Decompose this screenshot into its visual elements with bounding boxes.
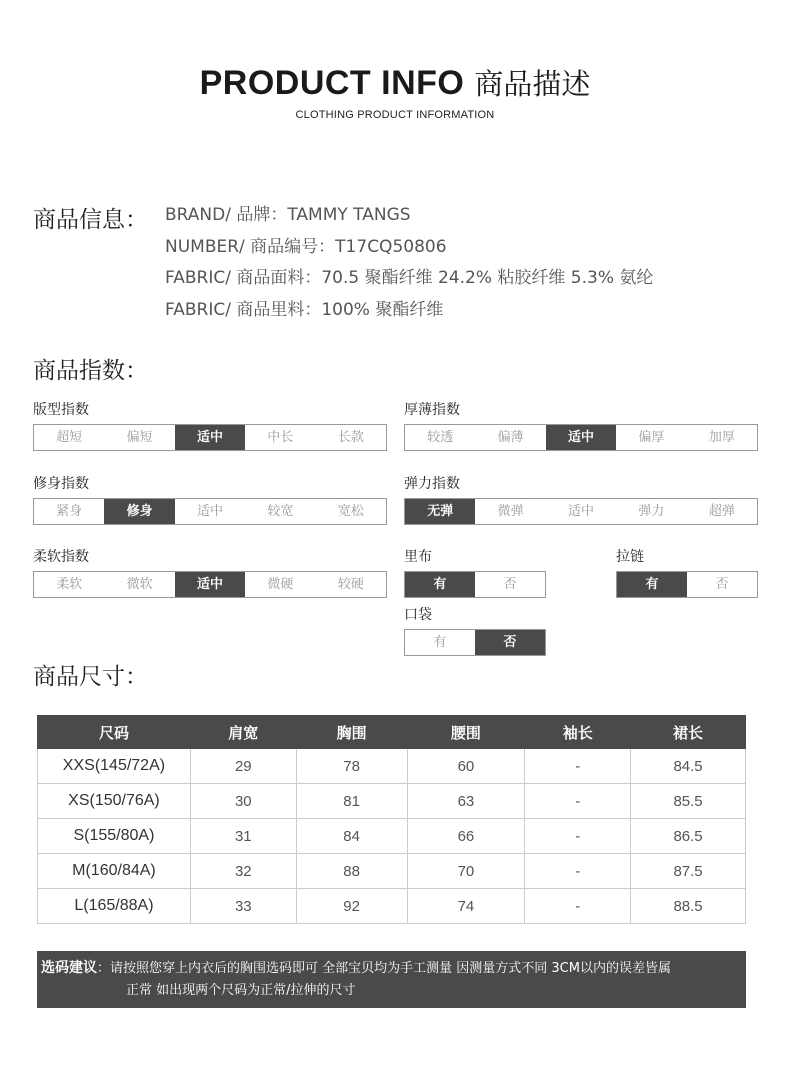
elasticity-index-scale <box>404 498 758 525</box>
scale-option-selected: 有 <box>405 572 475 597</box>
scale-option: 偏短 <box>126 430 153 445</box>
scale-option: 有 <box>433 635 447 650</box>
table-cell: 31 <box>190 819 296 854</box>
softness-index <box>33 547 387 598</box>
scale-option: 柔软 <box>56 577 83 592</box>
fit-index-scale <box>33 424 387 451</box>
size-advice-text: ：请按照您穿上内衣后的胸围选码即可 全部宝贝均为手工测量 因测量方式不同 3CM以内的误差皆属 <box>97 961 671 976</box>
page-subtitle: CLOTHING PRODUCT INFORMATION <box>295 109 495 121</box>
table-row <box>38 854 746 889</box>
table-cell: 70 <box>407 854 525 889</box>
brand-line: BRAND/ 品牌：TAMMY TANGS <box>165 205 411 225</box>
table-cell: 66 <box>407 819 525 854</box>
scale-option: 长款 <box>337 430 364 445</box>
table-cell: 29 <box>190 749 296 784</box>
table-cell: 88 <box>296 854 407 889</box>
thickness-index-label: 厚薄指数 <box>404 402 460 418</box>
elasticity-index-label: 弹力指数 <box>404 476 460 492</box>
table-row <box>38 889 746 924</box>
size-table <box>37 715 746 924</box>
scale-option: 宽松 <box>337 504 364 519</box>
table-cell: - <box>525 889 631 924</box>
softness-index-label: 柔软指数 <box>33 549 89 565</box>
table-cell: - <box>525 784 631 819</box>
scale-option-selected: 无弹 <box>405 499 475 524</box>
table-cell: - <box>525 819 631 854</box>
column-header: 尺码 <box>38 716 191 749</box>
scale-option: 中长 <box>267 430 294 445</box>
fabric-line: FABRIC/ 商品面料：70.5 聚酯纤维 24.2% 粘胶纤维 5.3% 氨纶 <box>165 268 654 288</box>
column-header: 袖长 <box>525 716 631 749</box>
pocket-index <box>404 605 546 656</box>
scale-option: 微软 <box>126 577 153 592</box>
zipper-index-label: 拉链 <box>616 549 644 565</box>
table-cell: 63 <box>407 784 525 819</box>
pocket-index-label: 口袋 <box>404 607 432 623</box>
table-cell: 84.5 <box>631 749 746 784</box>
size-advice-line-2: 正常 如出现两个尺码为正常/拉伸的尺寸 <box>126 983 356 998</box>
size-cell: M(160/84A) <box>38 854 191 889</box>
slim-index-label: 修身指数 <box>33 476 89 492</box>
table-cell: 85.5 <box>631 784 746 819</box>
zipper-index <box>616 547 758 598</box>
scale-option: 否 <box>715 577 729 592</box>
table-cell: 81 <box>296 784 407 819</box>
scale-option-selected: 否 <box>475 630 545 655</box>
scale-option-selected: 适中 <box>175 425 245 450</box>
scale-option: 较透 <box>427 430 454 445</box>
size-cell: S(155/80A) <box>38 819 191 854</box>
thickness-index-scale <box>404 424 758 451</box>
lining-fabric-line: FABRIC/ 商品里料：100% 聚酯纤维 <box>165 299 444 320</box>
size-cell: XS(150/76A) <box>38 784 191 819</box>
scale-option: 超短 <box>56 430 83 445</box>
softness-index-scale <box>33 571 387 598</box>
scale-option: 偏薄 <box>497 430 524 445</box>
scale-option: 超弹 <box>708 504 735 519</box>
table-cell: 87.5 <box>631 854 746 889</box>
table-cell: 60 <box>407 749 525 784</box>
product-info-lines <box>165 203 653 329</box>
table-cell: 92 <box>296 889 407 924</box>
table-cell: 74 <box>407 889 525 924</box>
product-info-label: 商品信息： <box>33 207 148 233</box>
slim-index <box>33 474 387 525</box>
table-row <box>38 784 746 819</box>
scale-option: 微硬 <box>267 577 294 592</box>
size-advice-box <box>37 951 746 1008</box>
product-size-label: 商品尺寸： <box>33 664 148 690</box>
scale-option: 适中 <box>197 504 224 519</box>
size-advice-line-1 <box>41 957 742 980</box>
zipper-index-scale <box>616 571 758 598</box>
table-cell: 32 <box>190 854 296 889</box>
scale-option: 紧身 <box>56 504 83 519</box>
scale-option: 否 <box>503 577 517 592</box>
size-advice-label: 选码建议 <box>41 960 97 976</box>
table-cell: 86.5 <box>631 819 746 854</box>
slim-index-scale <box>33 498 387 525</box>
thickness-index <box>404 400 758 451</box>
table-cell: - <box>525 854 631 889</box>
page-header <box>0 62 790 121</box>
table-row <box>38 749 746 784</box>
scale-option: 较硬 <box>337 577 364 592</box>
table-cell: 33 <box>190 889 296 924</box>
lining-index-scale <box>404 571 546 598</box>
table-cell: 84 <box>296 819 407 854</box>
scale-option-selected: 有 <box>617 572 687 597</box>
size-cell: L(165/88A) <box>38 889 191 924</box>
pocket-index-scale <box>404 629 546 656</box>
scale-option: 偏厚 <box>638 430 665 445</box>
number-line: NUMBER/ 商品编号：T17CQ50806 <box>165 236 447 257</box>
scale-option: 较宽 <box>267 504 294 519</box>
scale-option: 加厚 <box>708 430 735 445</box>
scale-option: 微弹 <box>497 504 524 519</box>
size-table-header <box>38 716 746 749</box>
table-cell: - <box>525 749 631 784</box>
scale-option: 弹力 <box>638 504 665 519</box>
product-index-label: 商品指数： <box>33 358 148 384</box>
column-header: 裙长 <box>631 716 746 749</box>
title-chinese: 商品描述 <box>474 67 591 101</box>
title-english: PRODUCT INFO <box>199 64 465 102</box>
lining-index-label: 里布 <box>404 549 432 565</box>
scale-option: 适中 <box>568 504 595 519</box>
fit-index <box>33 400 387 451</box>
size-cell: XXS(145/72A) <box>38 749 191 784</box>
table-cell: 78 <box>296 749 407 784</box>
page-title <box>200 62 591 103</box>
column-header: 肩宽 <box>190 716 296 749</box>
scale-option-selected: 修身 <box>104 499 174 524</box>
fit-index-label: 版型指数 <box>33 402 89 418</box>
column-header: 腰围 <box>407 716 525 749</box>
table-row <box>38 819 746 854</box>
column-header: 胸围 <box>296 716 407 749</box>
table-cell: 30 <box>190 784 296 819</box>
elasticity-index <box>404 474 758 525</box>
lining-index <box>404 547 546 598</box>
scale-option-selected: 适中 <box>546 425 616 450</box>
scale-option-selected: 适中 <box>175 572 245 597</box>
table-cell: 88.5 <box>631 889 746 924</box>
